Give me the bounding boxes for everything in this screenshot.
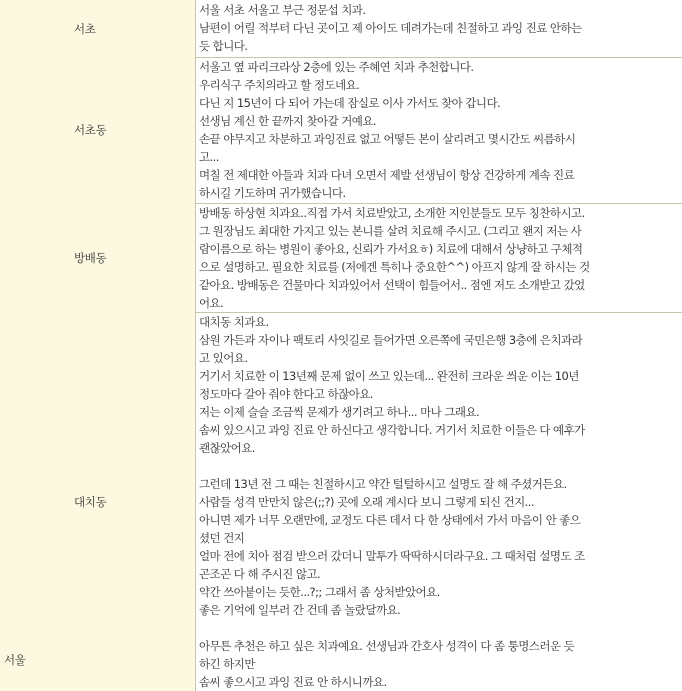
- review-text: [199, 1, 679, 55]
- review-line: 아니면 제가 너무 오랜만에, 교정도 다른 데서 다 한 상태에서 가서 마음이 안 좋으: [199, 513, 581, 527]
- review-text: [199, 204, 679, 312]
- review-line: 약간 쓰아붙이는 듯한...?;; 그래서 좀 상처받았어요.: [199, 585, 440, 599]
- review-line: 우리식구 주치의라고 할 정도네요.: [199, 78, 360, 92]
- review-line: 서울고 옆 파리크라상 2층에 있는 주혜연 치과 추천합니다.: [199, 60, 474, 74]
- district-cell: [70, 203, 196, 312]
- review-line: 곤조곤 다 해 주시진 않고.: [199, 567, 321, 581]
- review-line: 삼원 가든과 자이나 팩토리 사잇길로 들어가면 오른쪽에 국민은행 3층에 은치과라: [199, 333, 583, 347]
- review-line: 남편이 어릴 적부터 다닌 곳이고 제 아이도 데려가는데 친절하고 과잉 진료 안하는: [199, 21, 582, 35]
- review-line: 솜씨 좋으시고 과잉 진료 안 하시니까요.: [199, 675, 387, 689]
- review-line: 하시길 기도하며 귀가했습니다.: [199, 186, 346, 200]
- review-line: 저는 이제 슬슬 조금씩 문제가 생기려고 하나... 마나 그래요.: [199, 405, 480, 419]
- review-line: 그런데 13년 전 그 때는 친절하시고 약간 털털하시고 설명도 잘 해 주셨거든요.: [199, 477, 567, 491]
- district-label: 서초: [74, 21, 96, 36]
- district-label: 서초동: [74, 123, 107, 137]
- review-line: 사람들 성격 만만치 않은(;;?) 곳에 오래 계시다 보니 그렇게 되신 건지...: [199, 495, 534, 509]
- review-line: 좋은 기억에 일부러 간 건데 좀 놀랐달까요.: [199, 603, 401, 617]
- review-line: 어요.: [199, 296, 224, 310]
- district-cell: [70, 57, 196, 203]
- review-line: 하긴 하지만: [199, 657, 255, 671]
- blank-line: [199, 457, 679, 475]
- review-line: 으로 설명하고. 필요한 치료를 (저에겐 특히나 중요한^^) 아프지 않게 잘 하시는 것: [199, 260, 590, 274]
- table-row: [70, 0, 682, 58]
- table-row: [70, 203, 682, 313]
- table-row: [70, 312, 682, 691]
- table-row: [70, 57, 682, 204]
- review-text: [199, 313, 679, 691]
- district-cell: [70, 312, 196, 691]
- review-line: 같아요. 방배동은 건물마다 치과있어서 선택이 힘들어서.. 점엔 저도 소개받고 갔었: [199, 278, 585, 292]
- review-line: 다닌 지 15년이 다 되어 가는데 잠실로 이사 가서도 찾아 갑니다.: [199, 96, 501, 110]
- district-label: 대치동: [74, 494, 107, 509]
- review-line: 셨던 건지: [199, 531, 245, 545]
- review-line: 얼마 전에 치아 점검 받으러 갔더니 말투가 딱딱하시더라구요. 그 때처럼 설명도 조: [199, 549, 585, 563]
- review-line: 괜찮았어요.: [199, 441, 255, 455]
- review-line: 고...: [199, 150, 219, 164]
- review-line: 거기서 치료한 이 13년째 문제 없이 쓰고 있는데... 완전히 크라운 씌운 이는 10년: [199, 369, 579, 383]
- review-line: 듯 합니다.: [199, 39, 248, 53]
- review-line: 솜씨 있으시고 과잉 진료 안 하신다고 생각합니다. 거기서 치료한 이들은 다 예후가: [199, 423, 585, 437]
- review-line: 정도마다 갈아 줘야 한다고 하잖아요.: [199, 387, 373, 401]
- review-line: 람이름으로 하는 병원이 좋아요, 신뢰가 가서요ㅎ) 치료에 대해서 상냥하고 구체적: [199, 242, 583, 256]
- region-label: 서울: [4, 653, 26, 667]
- review-line: 고 있어요.: [199, 351, 248, 365]
- review-line: 아무튼 추천은 하고 싶은 치과예요. 선생님과 간호사 성격이 다 좀 퉁명스러운 듯: [199, 639, 575, 653]
- review-line: 서울 서초 서울고 부근 정문섭 치과.: [199, 3, 366, 17]
- district-cell: [70, 0, 196, 57]
- review-line: 그 원장님도 최대한 가지고 있는 본니를 살려 치료해 주시고. (그리고 왠지 저는 사: [199, 224, 582, 238]
- district-label: 방배동: [74, 250, 107, 265]
- review-line: 방배동 하상현 치과요..직접 가서 치료받았고, 소개한 지인분들도 모두 칭찬하시고.: [199, 206, 585, 220]
- review-text: [199, 58, 679, 202]
- region-cell: [0, 0, 71, 691]
- review-line: 선생님 계신 한 끝까지 찾아갈 거예요.: [199, 114, 377, 128]
- blank-line: [199, 619, 679, 637]
- review-line: 며칠 전 제대한 아들과 치과 다녀 오면서 제발 선생님이 항상 건강하게 계속 진료: [199, 168, 575, 182]
- review-line: 손끝 야무지고 차분하고 과잉진료 없고 어떻든 본이 살리려고 몇시간도 씨름하시: [199, 132, 576, 146]
- review-line: 대치동 치과요.: [199, 315, 269, 329]
